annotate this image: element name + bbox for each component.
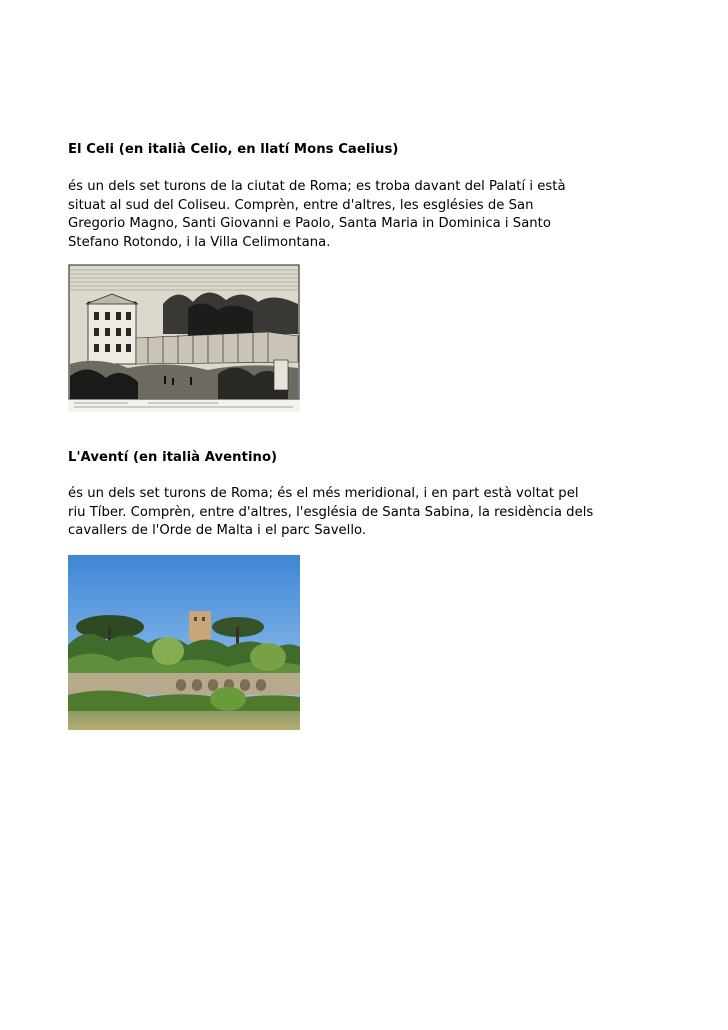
section-paragraph-aventi bbox=[68, 485, 668, 541]
paragraph-line: Gregorio Magno, Santi Giovanni e Paolo, Santa Maria in Dominica i Santo bbox=[68, 216, 551, 231]
celi-engraving-image bbox=[68, 264, 300, 412]
paragraph-line: Stefano Rotondo, i la Villa Celimontana. bbox=[68, 234, 331, 250]
section-heading-celi: El Celi (en italià Celio, en llatí Mons Caelius) bbox=[68, 142, 399, 157]
paragraph-line: situat al sud del Coliseu. Comprèn, entre d'altres, les esglésies de San bbox=[68, 197, 534, 213]
section-paragraph-celi bbox=[68, 178, 668, 252]
paragraph-line: riu Tíber. Comprèn, entre d'altres, l'església de Santa Sabina, la residència dels bbox=[68, 504, 594, 520]
paragraph-line: és un dels set turons de Roma; és el més meridional, i en part està voltat pel bbox=[68, 486, 579, 501]
section-heading-aventi: L'Aventí (en italià Aventino) bbox=[68, 450, 278, 465]
paragraph-line: cavallers de l'Orde de Malta i el parc Savello. bbox=[68, 523, 367, 538]
engraving-illustration bbox=[68, 264, 300, 412]
aventi-photo-image bbox=[68, 555, 300, 730]
hill-photo-illustration bbox=[68, 555, 300, 730]
paragraph-line: és un dels set turons de la ciutat de Roma; es troba davant del Palatí i està bbox=[68, 179, 566, 194]
